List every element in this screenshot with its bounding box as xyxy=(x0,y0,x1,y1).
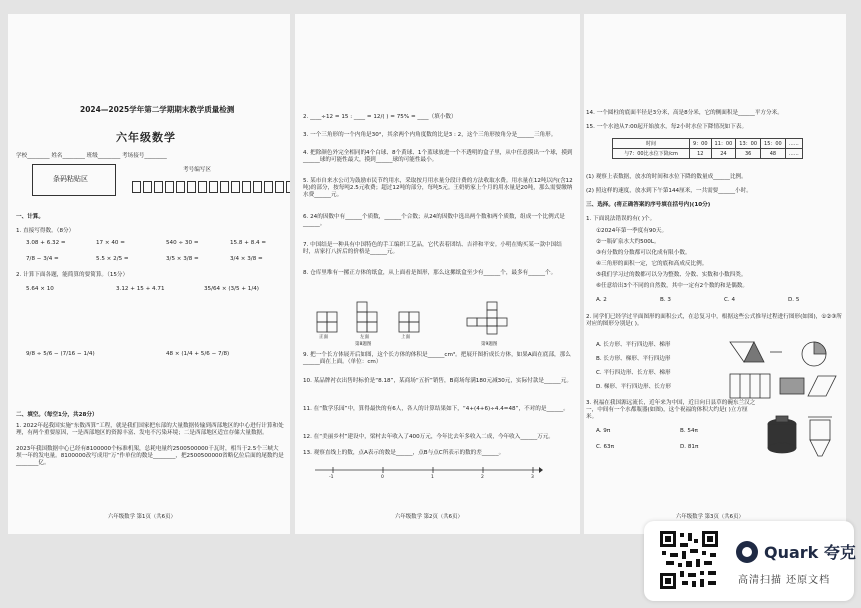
calc-item: 35/64 × (3/5 + 1/4) xyxy=(204,286,259,292)
choice-option: C. 4 xyxy=(724,297,736,303)
statement-item: ③有分数的分数都可以化成有限小数。 xyxy=(596,250,691,256)
figure-9-caption: 第9题图 xyxy=(481,342,498,347)
section-1-heading: 一、计算。 xyxy=(16,214,44,220)
calc-item: 48 × (1/4 + 5/6 − 7/8) xyxy=(166,351,230,357)
fill-question-5: 5. 某市自来水公司为鼓励市民节约用水，采取按月用水量分段计费的方法收取水费。用水量在12吨以内(含12吨)的部分，按每吨2.5元收费；超过12吨的部分，每吨5元。王奶奶家上个月的用水量是20吨，那么需要缴纳水费______元。 xyxy=(303,178,573,198)
oral-calc-item: 17 × 40 = xyxy=(96,240,125,246)
view-label-front: 正面 xyxy=(319,335,328,340)
question-1-2: 2. 计算下面各题，能简算的要简算。（15分） xyxy=(16,272,129,278)
choice-option: A. 长方形、平行四边形、梯形 xyxy=(596,342,671,348)
table-cell: …… xyxy=(785,139,802,149)
fill-question-1b: 2023年我国数据中心已经有8100000个标准机架，总耗电量约2500500000千瓦时，相当于2.5个三峡大坝一年的发电量。8100000改写成用“万”作单位的数是________，把2500500000省略亿位后面的尾数约是________亿。 xyxy=(16,446,284,466)
statement-item: ⑥任意给出3个不同的自然数，其中一定有2个数的和是偶数。 xyxy=(596,283,748,289)
oral-calc-item: 540 ÷ 30 = xyxy=(166,240,199,246)
oral-calc-item: 15.8 + 8.4 = xyxy=(230,240,267,246)
fill-question-1a: 1. 2022年起我国实施“东数西算”工程，就是我们国家把东部的大量数据传输到西部地区的中心进行计算和处理，有两个重要原因，一是西部地区的资源丰富、发电不污染环境；二是西部地区适宜存储大量数据。 xyxy=(16,423,284,436)
view-label-top: 上面 xyxy=(401,335,410,340)
view-label-left: 左面 xyxy=(360,335,369,340)
choice-question-2: 2. 同学们已经学过平面图形的面积公式，在总复习中，根据这些公式推导过程进行图形(如图)，①②③所对应的图形分别是( )。 xyxy=(586,314,842,327)
cuboid-net-figure xyxy=(465,300,525,340)
table-row xyxy=(613,139,803,149)
table-cell: 24 xyxy=(711,149,736,159)
table-cell: …… xyxy=(785,149,802,159)
table-row xyxy=(613,149,803,159)
fill-question-2: 2. ____÷12 = 15 : ____ = 12/( ) = 75% = ____（填小数） xyxy=(303,114,457,120)
table-cell: 15：00 xyxy=(761,139,786,149)
quark-scan-watermark xyxy=(644,521,854,601)
section-3-heading: 三、选择。(将正确答案的序号填在括号内)(10分) xyxy=(586,202,711,208)
barcode-area xyxy=(32,164,116,196)
fill-question-14: 14. 一个圆柱的底面半径是3分米，高是8分米，它的侧面积是______平方分米。 xyxy=(586,110,783,116)
calc-item: 9/8 ÷ 5/6 − (7/16 − 1/4) xyxy=(26,351,95,357)
qr-code-pattern xyxy=(658,529,720,591)
fill-question-7: 7. 中国结是一种具有中国特色的手工编织工艺品，它代表着团结、吉祥和平安。小明在购买某一款中国结时，店家打八折后的价格是______元。 xyxy=(303,242,562,255)
choice-option: A. 9π xyxy=(596,428,611,434)
choice-option: C. 平行四边形、长方形、梯形 xyxy=(596,370,671,376)
statement-item: ⑤我们学习过的数都可以分为整数、分数、实数和小数四类。 xyxy=(596,272,747,278)
fill-question-11: 11. 在“数学乐园”中，算得最快的有6人，各人的计算结果如下，“4+(4+6)÷4.4=48”，不对的是______。 xyxy=(303,406,569,412)
student-info-line: 学校________ 姓名________ 班级________ 考场接号________ xyxy=(16,153,167,159)
choice-question-3: 3. 祝福在我国源远流长，近年来为中国，近日向日县草的碗东兰汉之一，中间有一个水都瓶器(如图)，这个祝福的体积大约是( )立方厘米。 xyxy=(586,400,756,420)
table-cell: 13：00 xyxy=(736,139,761,149)
exam-page-3 xyxy=(584,14,846,534)
quark-tagline: 高清扫描 还原文档 xyxy=(738,575,831,586)
table-question-2: (2) 照这样的速度，放水到下午第144厘米，一共需要______小时。 xyxy=(586,188,752,194)
quark-logo-icon xyxy=(736,541,758,563)
qr-code xyxy=(658,529,720,591)
choice-option: D. 81π xyxy=(680,444,699,450)
fill-question-3: 3. 一个三角形的一个内角是30°，其余两个内角度数的比是3 : 2，这个三角形按角分是______三角形。 xyxy=(303,132,557,138)
table-cell: 12 xyxy=(690,149,712,159)
section-2-heading: 二、填空。（每空1分，共28分） xyxy=(16,412,98,418)
oral-calc-item: 3/5 × 3/8 = xyxy=(166,256,199,262)
choice-option: D. 5 xyxy=(788,297,800,303)
page-footer: 六年级数学 第1页（共6页） xyxy=(108,514,176,520)
id-number-cells xyxy=(132,181,290,193)
fill-question-4: 4. 把除颜色外完全相同的4个白球、8个黄球、1个蓝球放进一个不透明的盒子里，从中任意摸出一个球，摸到______球的可能性最大，摸到______球的可能性最小。 xyxy=(303,150,573,163)
fill-question-6: 6. 24的因数中有______个质数，______个合数；从24的因数中选出两个数和两个质数，组成一个比例式是______。 xyxy=(303,214,565,227)
barcode-label: 条码粘贴区 xyxy=(53,175,88,183)
number-line-tick: 3 xyxy=(531,475,534,480)
number-line-tick: -1 xyxy=(329,475,334,480)
oral-calc-item: 7/8 − 3/4 = xyxy=(26,256,59,262)
fill-question-12: 12. 在“美丽乡村”建设中，梁村去年收入了400万元，今年比去年多收入二成，今年收入______万元。 xyxy=(303,434,554,440)
page-footer: 六年级数学 第3页（共6页） xyxy=(676,514,744,520)
statement-item: ①2024年第一季度有90天。 xyxy=(596,228,668,234)
exam-page-2 xyxy=(295,14,580,534)
oral-calc-item: 5.5 × 2/5 = xyxy=(96,256,129,262)
three-views-figure xyxy=(315,292,430,342)
fill-question-13: 13. 观察直线上的数，点A表示的数是______，点B与点C所表示的数的差______。 xyxy=(303,450,505,456)
calc-item: 5.64 × 10 xyxy=(26,286,54,292)
fill-question-15: 15. 一个水池从7:00起开始放水，每2小时水位下降情况如下表。 xyxy=(586,124,748,130)
figure-8-caption: 第8题图 xyxy=(355,342,372,347)
number-line-tick: 1 xyxy=(431,475,434,480)
vessel-figure xyxy=(764,414,840,464)
question-1-1: 1. 直接写得数。（8分） xyxy=(16,228,75,234)
quark-brand-name: Quark 夸克 xyxy=(764,543,856,562)
exam-year-title: 2024—2025学年第二学期期末教学质量检测 xyxy=(80,105,235,114)
calc-item: 3.12 + 15 + 4.71 xyxy=(116,286,165,292)
table-cell: 11：00 xyxy=(711,139,736,149)
choice-option: B. 54π xyxy=(680,428,698,434)
oral-calc-item: 3.08 + 6.32 = xyxy=(26,240,66,246)
table-cell: 36 xyxy=(736,149,761,159)
water-level-table xyxy=(612,138,803,159)
number-line-tick: 0 xyxy=(381,475,384,480)
table-cell: 48 xyxy=(761,149,786,159)
choice-option: B. 3 xyxy=(660,297,671,303)
fill-question-10: 10. 某品牌衬衣出售时标价是“8.18”，某商场“五折”销售，B商场每满180元减30元，实际付款是______元。 xyxy=(303,378,572,384)
choice-option: D. 梯形、平行四边形、长方形 xyxy=(596,384,671,390)
exam-page-1 xyxy=(8,14,290,534)
number-line-figure xyxy=(313,464,543,480)
exam-subject-title: 六年级数学 xyxy=(116,131,176,144)
choice-option: B. 长方形、梯形、平行四边形 xyxy=(596,356,671,362)
statement-item: ④三角形的面积一定，它的底和高成反比例。 xyxy=(596,261,708,267)
table-cell: 9：00 xyxy=(690,139,712,149)
fill-question-9: 9. 把一个长方体展开后如图，这个长方体的体积是______cm³。把展开图折成长方体，如果A面在底部，那么______面在上面。（单位：cm） xyxy=(303,352,571,365)
choice-option: A. 2 xyxy=(596,297,607,303)
fill-question-8: 8. 仓库里堆有一摞正方体的纸盒，从上面看是图形，那么这摞纸盒至少有______个，最多有______个。 xyxy=(303,270,557,276)
table-cell: 时间 xyxy=(613,139,690,149)
choice-option: C. 63π xyxy=(596,444,614,450)
choice-question-1: 1. 下面说法错误的有( )个。 xyxy=(586,216,656,222)
table-cell: 与7：00比水位下降/cm xyxy=(613,149,690,159)
id-area-label: 考号编写区 xyxy=(183,167,211,173)
number-line-tick: 2 xyxy=(481,475,484,480)
table-question-1: (1) 观察上表数据，放水的时间和水位下降的数量成______比例。 xyxy=(586,174,747,180)
statement-item: ②一瓶矿泉水大约500L。 xyxy=(596,239,660,245)
area-derivation-figure xyxy=(724,338,842,408)
page-footer: 六年级数学 第2页（共6页） xyxy=(395,514,463,520)
oral-calc-item: 3/4 × 3/8 = xyxy=(230,256,263,262)
